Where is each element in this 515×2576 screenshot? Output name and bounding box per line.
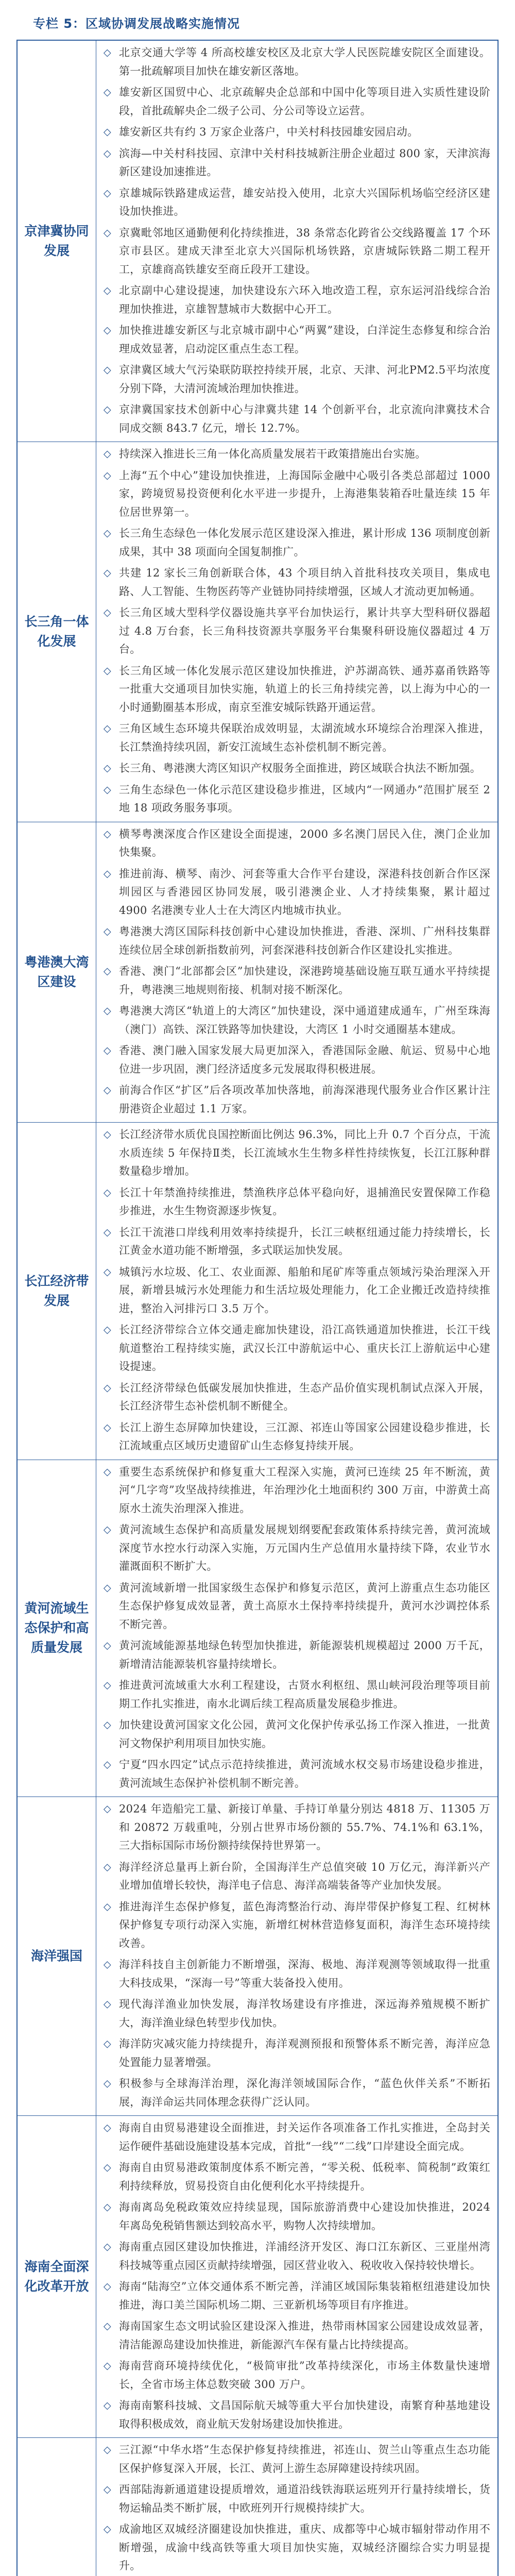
- item-text: 推进海洋生态保护修复，蓝色海湾整治行动、海岸带保护修复工程、红树林保护修复专项行动深入实施，新增红树林营造修复面积，海洋生态环境持续改善。: [119, 1900, 490, 1950]
- item-text: 雄安新区共有约 3 万家企业落户，中关村科技园雄安园启动。: [119, 126, 419, 138]
- item-text: 黄河流域能源基地绿色转型加快推进，新能源装机规模超过 2000 万千瓦，新增清洁能源装机容量持续增长。: [119, 1639, 490, 1670]
- list-item: [101, 1463, 490, 1518]
- list-item: [101, 1002, 490, 1039]
- diamond-bullet-icon: ◇: [104, 47, 111, 58]
- item-text: 三角区域生态环境共保联治成效明显，太湖流域水环境综合治理深入推进，长江禁渔持续巩固，新安江流域生态补偿机制不断完善。: [119, 722, 490, 753]
- diamond-bullet-icon: ◇: [104, 1005, 111, 1016]
- diamond-bullet-icon: ◇: [104, 868, 111, 879]
- item-text: 粤港澳大湾区“轨道上的大湾区”加快建设，深中通道建成通车，广州至珠海（澳门）高铁、深江铁路等加快建设，大湾区 1 小时交通圈基本建成。: [119, 1005, 490, 1036]
- item-text: 京冀毗邻地区通勤便利化持续推进，38 条常态化跨省公交线路覆盖 17 个环京市县区。建成天津至北京大兴国际机场铁路，京唐城际铁路二期工程开工，京雄商高铁雄安至商丘段开工建设。: [119, 226, 490, 276]
- region-row: [17, 1123, 498, 1460]
- list-item: [101, 1800, 490, 1855]
- list-item: [101, 2035, 490, 2072]
- item-text: 长三角区域一体化发展示范区建设加快推进，沪苏湖高铁、通苏嘉甬铁路等一批重大交通项目加快实施，轨道上的长三角持续完善，以上海为中心的一小时通勤圈基本形成，南京至淮安城际铁路开通运营。: [119, 664, 490, 714]
- diamond-bullet-icon: ◇: [104, 404, 111, 415]
- item-text: 京津冀区域大气污染联防联控持续开展，北京、天津、河北PM2.5平均浓度分别下降，大清河流域治理加快推进。: [119, 364, 490, 395]
- diamond-bullet-icon: ◇: [104, 1466, 111, 1478]
- region-name: 海南全面深化改革开放: [17, 2116, 96, 2438]
- region-row: [17, 1460, 498, 1797]
- list-item: [101, 2119, 490, 2156]
- item-text: 黄河流域生态保护和高质量发展规划纲要配套政策体系持续完善，黄河流域深度节水控水行动深入实施，万元国内生产总值用水量持续下降，农业节水灌溉面积不断扩大。: [119, 1523, 490, 1572]
- diamond-bullet-icon: ◇: [104, 1640, 111, 1651]
- list-item: [101, 2075, 490, 2111]
- list-item: [101, 1898, 490, 1953]
- region-name: 长江经济带发展: [17, 1123, 96, 1460]
- region-row: [17, 1797, 498, 2116]
- region-row: [17, 822, 498, 1123]
- list-item: [101, 321, 490, 358]
- region-items: [96, 2438, 499, 2576]
- diamond-bullet-icon: ◇: [104, 2201, 111, 2213]
- region-items: [96, 442, 499, 822]
- list-item: [101, 467, 490, 522]
- list-item: [101, 825, 490, 862]
- region-name: 京津冀协同发展: [17, 40, 96, 442]
- list-item: [101, 2159, 490, 2195]
- region-items: [96, 1797, 499, 2116]
- item-text: 成渝地区双城经济圈建设加快推进，重庆、成都等中心城市辐射带动作用不断增强，成渝中线高铁等重大项目加快实施，双城经济圈综合实力明显提升。: [119, 2523, 490, 2572]
- diamond-bullet-icon: ◇: [104, 1266, 111, 1278]
- diamond-bullet-icon: ◇: [104, 1719, 111, 1731]
- diamond-bullet-icon: ◇: [104, 723, 111, 734]
- diamond-bullet-icon: ◇: [104, 828, 111, 840]
- item-text: 2024 年造船完工量、新接订单量、手持订单量分别达 4818 万、11305 万和 20872 万载重吨，分别占世界市场份额的 55.7%、74.1%和 63.1%，三大指标国际市场份额持续保持世界第一。: [119, 1803, 490, 1852]
- item-text: 横琴粤澳深度合作区建设全面提速，2000 多名澳门居民入住，澳门企业加快集聚。: [119, 827, 490, 858]
- list-item: [101, 1321, 490, 1376]
- item-text: 雄安新区国贸中心、北京疏解央企总部和中国中化等项目进入实质性建设阶段，首批疏解央企二级子公司、分公司等设立运营。: [119, 86, 490, 117]
- item-text: 黄河流域新增一批国家级生态保护和修复示范区，黄河上游重点生态功能区生态保护修复成效显著，黄土高原水土保持率持续提升，黄河水沙调控体系不断完善。: [119, 1581, 490, 1631]
- list-item: [101, 662, 490, 717]
- list-item: [101, 524, 490, 561]
- region-row: [17, 2438, 498, 2576]
- diamond-bullet-icon: ◇: [104, 2241, 111, 2252]
- list-item: [101, 759, 490, 778]
- item-text: 持续深入推进长三角一体化高质量发展若干政策措施出台实施。: [119, 448, 426, 460]
- list-item: [101, 401, 490, 437]
- diamond-bullet-icon: ◇: [104, 1803, 111, 1815]
- diamond-bullet-icon: ◇: [104, 2523, 111, 2535]
- list-item: [101, 1081, 490, 1118]
- list-item: [101, 1579, 490, 1634]
- region-items: [96, 2116, 499, 2438]
- diamond-bullet-icon: ◇: [104, 528, 111, 539]
- list-item: [101, 962, 490, 999]
- item-text: 京雄城际铁路建成运营，雄安站投入使用，北京大兴国际机场临空经济区建设加快推进。: [119, 187, 490, 217]
- item-text: 三角生态绿色一体化示范区建设稳步推进，区域内“一网通办”范围扩展至 2 地 18 项政务服务事项。: [119, 783, 490, 814]
- diamond-bullet-icon: ◇: [104, 784, 111, 795]
- item-text: 三江源“中华水塔”生态保护修复持续推进，祁连山、贺兰山等重点生态功能区保护修复深入开展，长江、黄河上游生态屏障建设持续巩固。: [119, 2444, 490, 2475]
- item-text: 海洋经济总量再上新台阶，全国海洋生产总值突破 10 万亿元，海洋新兴产业增加值增长较快，海洋电子信息、海洋高端装备等产业加快发展。: [119, 1860, 490, 1891]
- item-text: 海洋防灾减灾能力持续提升，海洋观测预报和预警体系不断完善，海洋应急处置能力显著增强。: [119, 2038, 490, 2069]
- list-item: [101, 1716, 490, 1753]
- item-text: 香港、澳门“北部都会区”加快建设，深港跨境基础设施互联互通水平持续提升，粤港澳三地规则衔接、机制对接不断深化。: [119, 965, 490, 996]
- diamond-bullet-icon: ◇: [104, 1680, 111, 1691]
- list-item: [101, 1224, 490, 1260]
- diamond-bullet-icon: ◇: [104, 469, 111, 481]
- item-text: 西部陆海新通道建设提质增效，通道沿线铁海联运班列开行量持续增长，货物运输品类不断扩展，中欧班列开行规模持续扩大。: [119, 2483, 490, 2514]
- region-items: [96, 822, 499, 1123]
- diamond-bullet-icon: ◇: [104, 285, 111, 296]
- item-text: 现代海洋渔业加快发展，海洋牧场建设有序推进，深远海养殖规模不断扩大，海洋渔业绿色转型步伐加快。: [119, 1998, 490, 2029]
- list-item: [101, 2520, 490, 2575]
- item-text: 海南“陆海空”立体交通体系不断完善，洋浦区域国际集装箱枢纽港建设加快推进，海口美兰国际机场二期、三亚新机场等项目有序推进。: [119, 2280, 490, 2311]
- region-name: 黄河流域生态保护和高质量发展: [17, 1460, 96, 1797]
- item-text: 长江经济带绿色低碳发展加快推进，生态产品价值实现机制试点深入开展，长江经济带生态补偿机制不断健全。: [119, 1381, 490, 1412]
- list-item: [101, 145, 490, 181]
- item-text: 长三角、粤港澳大湾区知识产权服务全面推进，跨区域联合执法不断加强。: [119, 762, 481, 774]
- item-text: 长江上游生态屏障加快建设，三江源、祁连山等国家公园建设稳步推进，长江流域重点区域历史遗留矿山生态修复持续开展。: [119, 1421, 490, 1452]
- list-item: [101, 1756, 490, 1792]
- list-item: [101, 224, 490, 279]
- diamond-bullet-icon: ◇: [104, 1759, 111, 1770]
- item-text: 海南国家生态文明试验区建设深入推进，热带雨林国家公园建设成效显著，清洁能源岛建设加快推进，新能源汽车保有量占比持续提高。: [119, 2320, 490, 2351]
- list-item: [101, 1858, 490, 1895]
- item-text: 长江干流港口岸线利用效率持续提升，长江三峡枢纽通过能力持续增长，长江黄金水道功能不断增强，多式联运加快发展。: [119, 1226, 490, 1257]
- diamond-bullet-icon: ◇: [104, 2444, 111, 2455]
- item-text: 海洋科技自主创新能力不断增强，深海、极地、海洋观测等领域取得一批重大科技成果，“深海一号”等重大装备投入使用。: [119, 1958, 490, 1989]
- item-text: 重要生态系统保护和修复重大工程深入实施，黄河已连续 25 年不断流，黄河“几字弯”攻坚战持续推进，年治理沙化土地面积约 300 万亩，中游黄土高原水土流失治理深入推进。: [119, 1465, 490, 1515]
- diamond-bullet-icon: ◇: [104, 1524, 111, 1535]
- region-items: [96, 1123, 499, 1460]
- list-item: [101, 2198, 490, 2235]
- list-item: [101, 720, 490, 756]
- diamond-bullet-icon: ◇: [104, 1324, 111, 1335]
- table-body: [17, 40, 498, 2576]
- item-text: 海南营商环境持续优化，“极简审批”改革持续深化，市场主体数量快速增长，全省市场主体总数突破 300 万户。: [119, 2360, 490, 2391]
- item-text: 北京交通大学等 4 所高校雄安校区及北京大学人民医院雄安院区全面建设。第一批疏解项目加快在雄安新区落地。: [119, 46, 490, 77]
- diamond-bullet-icon: ◇: [104, 2038, 111, 2049]
- region-row: [17, 2116, 498, 2438]
- item-text: 海南自由贸易港建设全面推进，封关运作各项准备工作扎实推进，全岛封关运作硬件基础设施建设基本完成，首批“一线”“二线”口岸建设全面完成。: [119, 2122, 490, 2153]
- region-row: [17, 442, 498, 822]
- list-item: [101, 2317, 490, 2354]
- item-text: 长三角生态绿色一体化发展示范区建设深入推进，累计形成 136 项制度创新成果，其中 38 项面向全国复制推广。: [119, 527, 490, 558]
- item-text: 推进前海、横琴、南沙、河套等重大合作平台建设，深港科技创新合作区深圳园区与香港园区协同发展，吸引港澳企业、人才持续集聚，累计超过 4900 名港澳专业人士在大湾区内地城市执业。: [119, 867, 490, 917]
- item-text: 前海合作区“扩区”后各项改革加快落地，前海深港现代服务业合作区累计注册港资企业超过 1.1 万家。: [119, 1084, 490, 1115]
- region-name: [17, 2438, 96, 2576]
- list-item: [101, 2441, 490, 2478]
- list-item: [101, 923, 490, 959]
- diamond-bullet-icon: ◇: [104, 227, 111, 239]
- diamond-bullet-icon: ◇: [104, 126, 111, 138]
- list-item: [101, 123, 490, 142]
- list-item: [101, 1676, 490, 1713]
- diamond-bullet-icon: ◇: [104, 1045, 111, 1056]
- item-text: 北京副中心建设提速，加快建设东六环入地改造工程，京东运河沿线综合治理加快推进，京雄智慧城市大数据中心开工。: [119, 284, 490, 315]
- region-items: [96, 1460, 499, 1797]
- item-text: 推进黄河流域重大水利工程建设，古贤水利枢纽、黑山峡河段治理等项目前期工作扎实推进，南水北调后续工程高质量发展稳步推进。: [119, 1679, 490, 1710]
- list-item: [101, 1521, 490, 1576]
- diamond-bullet-icon: ◇: [104, 2360, 111, 2371]
- list-item: [101, 83, 490, 120]
- diamond-bullet-icon: ◇: [104, 2122, 111, 2133]
- diamond-bullet-icon: ◇: [104, 448, 111, 460]
- region-table: [16, 40, 499, 2576]
- list-item: [101, 865, 490, 920]
- list-item: [101, 44, 490, 80]
- list-item: [101, 1263, 490, 1318]
- diamond-bullet-icon: ◇: [104, 567, 111, 579]
- diamond-bullet-icon: ◇: [104, 147, 111, 159]
- list-item: [101, 361, 490, 398]
- region-row: [17, 40, 498, 442]
- item-text: 长江经济带水质优良国控断面比例达 96.3%，同比上升 0.7 个百分点，干流水质连续 5 年保持Ⅱ类，长江流域水生生物多样性持续恢复，长江江豚种群数量稳步增加。: [119, 1128, 490, 1177]
- diamond-bullet-icon: ◇: [104, 1421, 111, 1433]
- diamond-bullet-icon: ◇: [104, 926, 111, 937]
- item-text: 共建 12 家长三角创新联合体，43 个项目纳入首批科技攻关项目，集成电路、人工智能、生物医药等产业链协同持续增强，区域人才流动更加畅通。: [119, 567, 490, 598]
- diamond-bullet-icon: ◇: [104, 2400, 111, 2411]
- diamond-bullet-icon: ◇: [104, 2078, 111, 2089]
- box-title: 专栏 5：区域协调发展战略实施情况: [33, 16, 241, 31]
- list-item: [101, 2397, 490, 2433]
- list-item: [101, 445, 490, 464]
- list-item: [101, 1419, 490, 1455]
- diamond-bullet-icon: ◇: [104, 1582, 111, 1594]
- diamond-bullet-icon: ◇: [104, 1959, 111, 1970]
- diamond-bullet-icon: ◇: [104, 1187, 111, 1198]
- diamond-bullet-icon: ◇: [104, 1998, 111, 2010]
- item-text: 海南自由贸易港政策制度体系不断完善，“零关税、低税率、简税制”政策红利持续释放，贸易投资自由化便利化水平持续提升。: [119, 2161, 490, 2192]
- diamond-bullet-icon: ◇: [104, 325, 111, 336]
- item-text: 长江经济带综合立体交通走廊加快建设，沿江高铁通道加快推进，长江干线航道整治工程持续实施，武汉长江中游航运中心、重庆长江上游航运中心建设提速。: [119, 1324, 490, 1372]
- diamond-bullet-icon: ◇: [104, 2320, 111, 2332]
- list-item: [101, 2278, 490, 2314]
- item-text: 宁夏“四水四定”试点示范持续推进，黄河流域水权交易市场建设稳步推进，黄河流域生态保护补偿机制不断完善。: [119, 1758, 490, 1789]
- diamond-bullet-icon: ◇: [104, 1129, 111, 1140]
- list-item: [101, 781, 490, 818]
- item-text: 上海“五个中心”建设加快推进，上海国际金融中心吸引各类总部超过 1000 家，跨境贸易投资便利化水平进一步提升，上海港集装箱吞吐量连续 15 年位居世界第一。: [119, 469, 490, 518]
- list-item: [101, 1379, 490, 1416]
- item-text: 香港、澳门融入国家发展大局更加深入，香港国际金融、航运、贸易中心地位进一步巩固，澳门经济适度多元发展取得积极进展。: [119, 1044, 490, 1075]
- item-text: 海南离岛免税政策效应持续显现，国际旅游消费中心建设加快推进，2024 年离岛免税销售额达到较高水平，购物人次持续增加。: [119, 2201, 490, 2232]
- diamond-bullet-icon: ◇: [104, 1901, 111, 1912]
- diamond-bullet-icon: ◇: [104, 1084, 111, 1096]
- diamond-bullet-icon: ◇: [104, 1382, 111, 1394]
- diamond-bullet-icon: ◇: [104, 1861, 111, 1873]
- item-text: 长三角区域大型科学仪器设施共享平台加快运行，累计共享大型科研仪器超过 4.8 万台套，长三角科技资源共享服务平台集聚科研设施仪器超过 4 万台。: [119, 606, 490, 655]
- item-text: 积极参与全球海洋治理，深化海洋领域国际合作，“蓝色伙伴关系”不断拓展，海洋命运共同体理念获得广泛认同。: [119, 2077, 490, 2108]
- list-item: [101, 1995, 490, 2032]
- diamond-bullet-icon: ◇: [104, 1226, 111, 1238]
- diamond-bullet-icon: ◇: [104, 965, 111, 977]
- item-text: 加快建设黄河国家文化公园，黄河文化保护传承弘扬工作深入推进，一批黄河文物保护利用项目加快实施。: [119, 1719, 490, 1750]
- diamond-bullet-icon: ◇: [104, 2484, 111, 2495]
- item-text: 城镇污水垃圾、化工、农业面源、船舶和尾矿库等重点领域污染治理深入开展，新增县城污水处理能力和生活垃圾处理能力，化工企业搬迁改造持续推进，整治入河排污口 3.5 万个。: [119, 1265, 490, 1315]
- diamond-bullet-icon: ◇: [104, 87, 111, 98]
- list-item: [101, 2357, 490, 2394]
- diamond-bullet-icon: ◇: [104, 2162, 111, 2173]
- list-item: [101, 564, 490, 601]
- list-item: [101, 604, 490, 659]
- item-text: 京津冀国家技术创新中心与津冀共建 14 个创新平台，北京流向津冀技术合同成交额 843.7 亿元，增长 12.7%。: [119, 403, 490, 434]
- diamond-bullet-icon: ◇: [104, 607, 111, 618]
- item-text: 海南南繁科技城、文昌国际航天城等重大平台加快建设，南繁育种基地建设取得积极成效，商业航天发射场建设加快推进。: [119, 2399, 490, 2430]
- region-items: [96, 40, 499, 442]
- diamond-bullet-icon: ◇: [104, 364, 111, 376]
- item-text: 海南重点园区建设加快推进，洋浦经济开发区、海口江东新区、三亚崖州湾科技城等重点园区贡献持续增强，园区营业收入、税收收入保持较快增长。: [119, 2241, 490, 2272]
- diamond-bullet-icon: ◇: [104, 2281, 111, 2292]
- list-item: [101, 1042, 490, 1078]
- list-item: [101, 1184, 490, 1221]
- list-item: [101, 2238, 490, 2275]
- diamond-bullet-icon: ◇: [104, 665, 111, 676]
- list-item: [101, 2481, 490, 2517]
- region-name: 粤港澳大湾区建设: [17, 822, 96, 1123]
- diamond-bullet-icon: ◇: [104, 762, 111, 774]
- item-text: 加快推进雄安新区与北京城市副中心“两翼”建设，白洋淀生态修复和综合治理成效显著，启动淀区重点生态工程。: [119, 324, 490, 355]
- region-name: 长三角一体化发展: [17, 442, 96, 822]
- list-item: [101, 1126, 490, 1181]
- item-text: 粤港澳大湾区国际科技创新中心建设加快推进，香港、深圳、广州科技集群连续位居全球创新指数前列，河套深港科技创新合作区建设扎实推进。: [119, 925, 490, 956]
- region-name: 海洋强国: [17, 1797, 96, 2116]
- list-item: [101, 1637, 490, 1673]
- list-item: [101, 282, 490, 318]
- list-item: [101, 184, 490, 221]
- item-text: 长江十年禁渔持续推进，禁渔秩序总体平稳向好，退捕渔民安置保障工作稳步推进，水生生物资源逐步恢复。: [119, 1186, 490, 1217]
- diamond-bullet-icon: ◇: [104, 187, 111, 199]
- item-text: 滨海—中关村科技园、京津中关村科技城新注册企业超过 800 家，天津滨海新区建设加速推进。: [119, 147, 490, 178]
- list-item: [101, 1956, 490, 1992]
